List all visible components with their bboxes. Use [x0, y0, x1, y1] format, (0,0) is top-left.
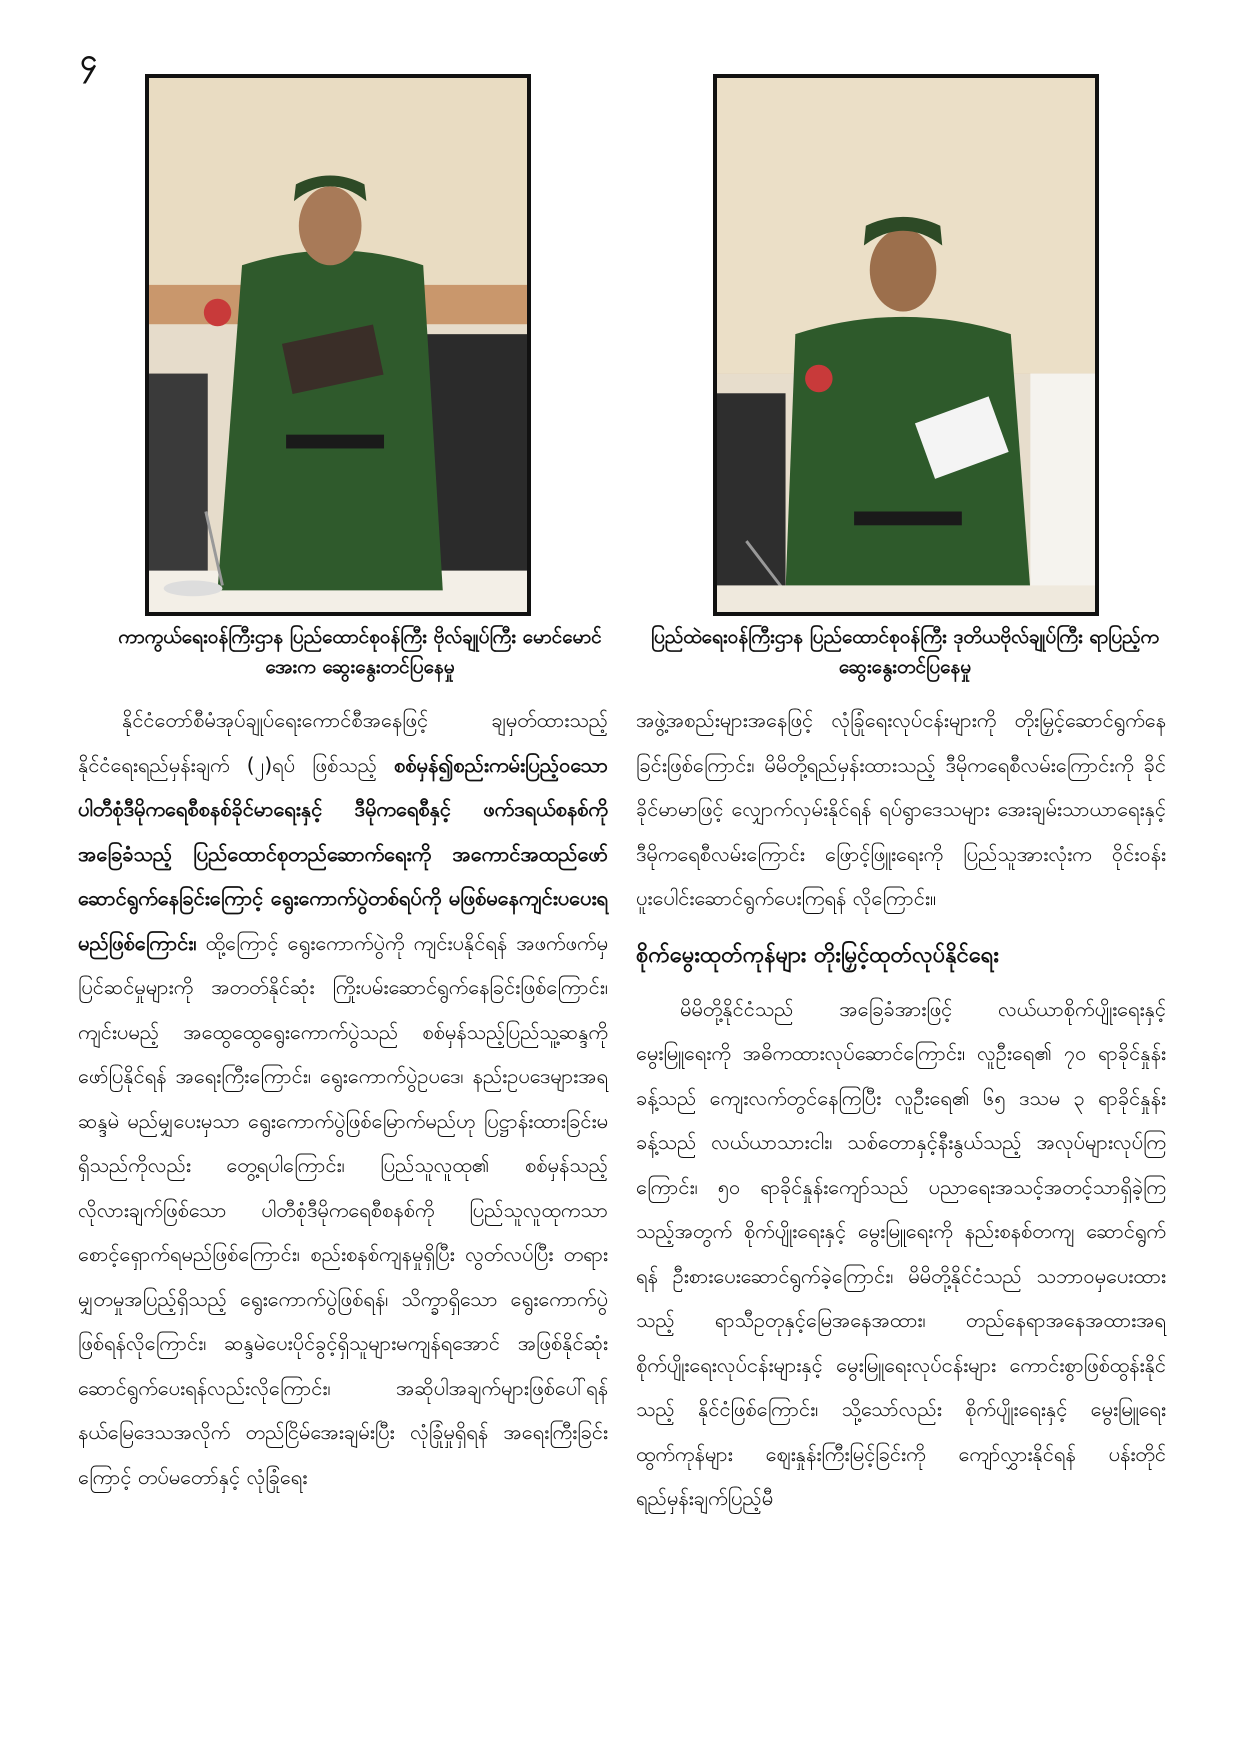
paragraph-text-rest: ထို့ကြောင့် ရွေးကောက်ပွဲကို ကျင်းပနိုင်ရန် အဖက်ဖက်မှ ပြင်ဆင်မှုများကို အတတ်နိုင်ဆုံး ကြိုးပမ်းဆောင်ရွက်နေခြင်းဖြစ်ကြောင်း၊ ကျင်းပမည့် အထွေထွေရွေးကောက်ပွဲသည် စစ်မှန်သည့်ပြည်သူ့ဆန္ဒကို ဖော်ပြနိုင်ရန် အရေးကြီးကြောင်း၊ ရွေးကောက်ပွဲဥပဒေ၊ နည်းဥပဒေများအရ ဆန္ဒမဲ မည်မျှပေးမှသာ ရွေးကောက်ပွဲဖြစ်မြောက်မည်ဟု ပြဋ္ဌာန်းထားခြင်းမရှိသည်ကိုလည်း တွေ့ရပါကြောင်း၊ ပြည်သူလူထု၏ စစ်မှန်သည့် လိုလားချက်ဖြစ်သော ပါတီစုံဒီမိုကရေစီစနစ်ကို ပြည်သူလူထုကသာ စောင့်ရှောက်ရမည်ဖြစ်ကြောင်း၊ စည်းစနစ်ကျနမှုရှိပြီး လွတ်လပ်ပြီး တရားမျှတမှုအပြည့်ရှိသည့် ရွေးကောက်ပွဲဖြစ်ရန်၊ သိက္ခာရှိသော ရွေးကောက်ပွဲဖြစ်ရန်လိုကြောင်း၊ ဆန္ဒမဲပေးပိုင်ခွင့်ရှိသူများမကျန်ရအောင် အဖြစ်နိုင်ဆုံး ဆောင်ရွက်ပေးရန်လည်းလိုကြောင်း၊ အဆိုပါအချက်များဖြစ်ပေါ်ရန် နယ်မြေဒေသအလိုက် တည်ငြိမ်အေးချမ်းပြီး လုံခြုံမှုရှိရန် အရေးကြီးခြင်းကြောင့် တပ်မတော်နှင့် လုံခြုံရေး [78, 930, 608, 1489]
caption-left: ကာကွယ်ရေးဝန်ကြီးဌာန ပြည်ထောင်စုဝန်ကြီး ဗိုလ်ချုပ်ကြီး မောင်မောင်အေးက ဆွေးနွေးတင်ပြနေမှု [118, 626, 602, 678]
page-number: ၄ [80, 43, 97, 78]
article-column-left [78, 698, 608, 1499]
photo-minister-home-affairs [713, 74, 1099, 616]
paragraph-right-2: မိမိတို့နိုင်ငံသည် အခြေခံအားဖြင့် လယ်ယာစိုက်ပျိုးရေးနှင့် မွေးမြူရေးကို အဓိကထားလုပ်ဆောင်ကြောင်း၊ လူဦးရေ၏ ၇၀ ရာခိုင်နှုန်းခန့်သည် ကျေးလက်တွင်နေကြပြီး လူဦးရေ၏ ၆၅ ဒသမ ၃ ရာခိုင်နှုန်းခန့်သည် လယ်ယာသားငါး၊ သစ်တောနှင့်နီးနွယ်သည့် အလုပ်များလုပ်ကြကြောင်း၊ ၅၀ ရာခိုင်နှုန်းကျော်သည် ပညာရေးအသင့်အတင့်သာရှိခဲ့ကြသည့်အတွက် စိုက်ပျိုးရေးနှင့် မွေးမြူရေးကို နည်းစနစ်တကျ ဆောင်ရွက်ရန် ဦးစားပေးဆောင်ရွက်ခဲ့ကြောင်း၊ မိမိတို့နိုင်ငံသည် သဘာဝမှပေးထားသည့် ရာသီဥတုနှင့်မြေအနေအထား၊ တည်နေရာအနေအထားအရ စိုက်ပျိုးရေးလုပ်ငန်းများနှင့် မွေးမြူရေးလုပ်ငန်းများ ကောင်းစွာဖြစ်ထွန်းနိုင်သည့် နိုင်ငံဖြစ်ကြောင်း၊ သို့သော်လည်း စိုက်ပျိုးရေးနှင့် မွေးမြူရေးထွက်ကုန်များ ဈေးနှုန်းကြီးမြင့်ခြင်းကို ကျော်လွှားနိုင်ရန် ပန်းတိုင်ရည်မှန်းချက်ပြည့်မီ [636, 996, 1166, 1510]
paragraph-text: နိုင်ငံတော်စီမံအုပ်ချုပ်ရေးကောင်စီအနေဖြင့် ချမှတ်ထားသည့် နိုင်ငံရေးရည်မှန်းချက် (၂)ရပ် ဖြစ်သည့် [78, 708, 608, 777]
article-column-right [636, 698, 1166, 1521]
paragraph-right-1: အဖွဲ့အစည်းများအနေဖြင့် လုံခြုံရေးလုပ်ငန်းများကို တိုးမြှင့်ဆောင်ရွက်နေခြင်းဖြစ်ကြောင်း၊ မိမိတို့ရည်မှန်းထားသည့် ဒီမိုကရေစီလမ်းကြောင်းကို ခိုင်ခိုင်မာမာဖြင့် လျှောက်လှမ်းနိုင်ရန် ရပ်ရွာဒေသများ အေးချမ်းသာယာရေးနှင့် ဒီမိုကရေစီလမ်းကြောင်း ဖြောင့်ဖြူးရေးကို ပြည်သူအားလုံးက ဝိုင်းဝန်းပူးပေါင်းဆောင်ရွက်ပေးကြရန် လိုကြောင်း။ [636, 708, 1166, 910]
photo-illustration-right [717, 78, 1095, 612]
photo-minister-defence [145, 74, 531, 616]
photo-illustration [149, 78, 527, 612]
caption-right: ပြည်ထဲရေးဝန်ကြီးဌာန ပြည်ထောင်စုဝန်ကြီး ဒုတိယဗိုလ်ချုပ်ကြီး ရာပြည့်က ဆွေးနွေးတင်ပြနေမှု [650, 626, 1160, 678]
paragraph-left [78, 698, 608, 1499]
paragraph-bold-text: စစ်မှန်၍စည်းကမ်းပြည့်ဝသော ပါတီစုံဒီမိုကရေစီစနစ်ခိုင်မာရေးနှင့် ဒီမိုကရေစီနှင့် ဖက်ဒရယ်စနစ်ကိုအခြေခံသည့် ပြည်ထောင်စုတည်ဆောက်ရေးကို အကောင်အထည်ဖော် ဆောင်ရွက်နေခြင်းကြောင့် ရွေးကောက်ပွဲတစ်ရပ်ကို မဖြစ်မနေကျင်းပပေးရမည်ဖြစ်ကြောင်း၊ [78, 752, 608, 955]
section-heading: စိုက်မွေးထုတ်ကုန်များ တိုးမြှင့်ထုတ်လုပ်နိုင်ရေး [636, 942, 1000, 968]
